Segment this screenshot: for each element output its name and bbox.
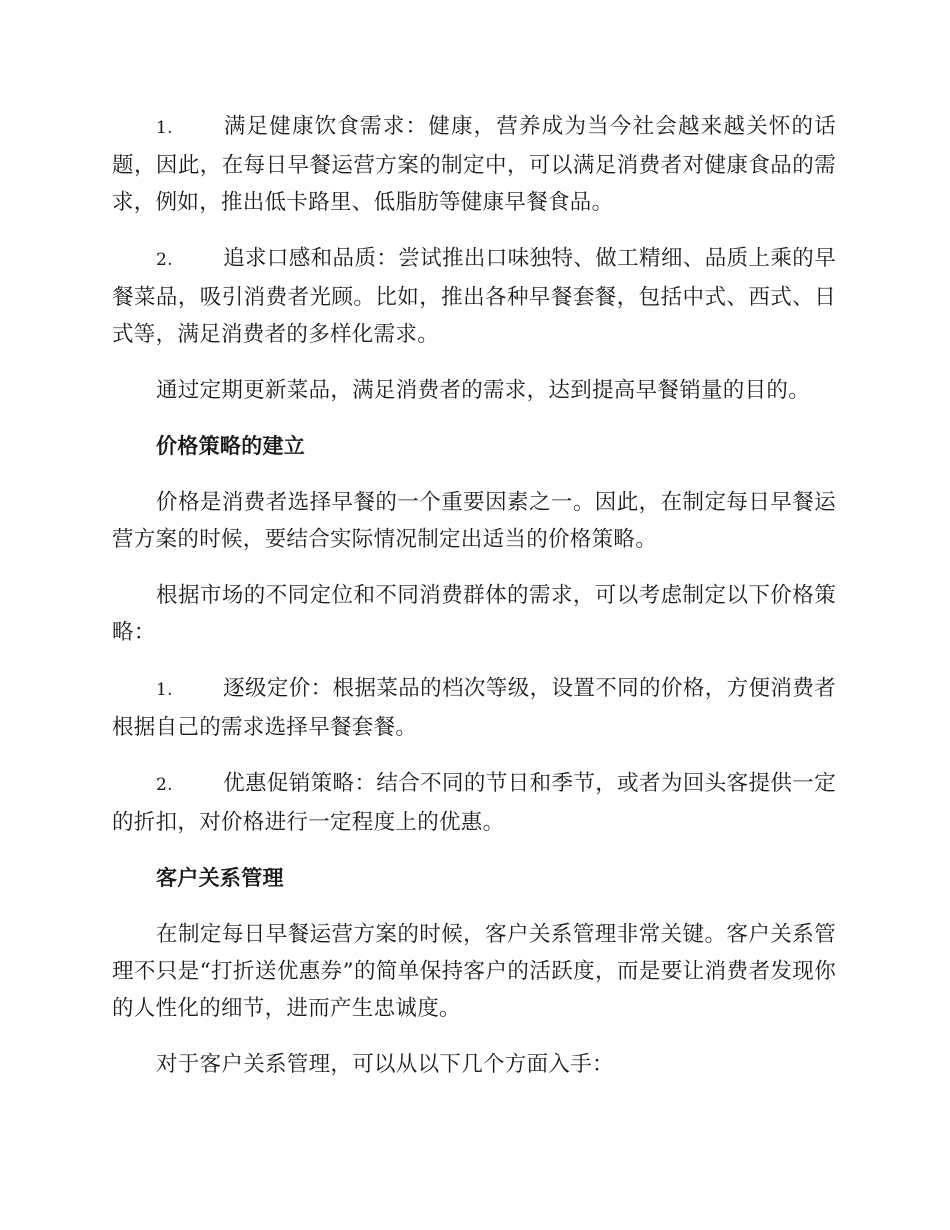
document-body [112,108,836,1102]
list-item [112,108,836,221]
list-item-text: 优惠促销策略：结合不同的节日和季节，或者为回头客提供一定的折扣，对价格进行一定程度上的优惠。 [112,771,836,835]
section-heading: 客户关系管理 [156,866,284,890]
list-number: 1. [156,118,173,138]
paragraph: 价格是消费者选择早餐的一个重要因素之一。因此，在制定每日早餐运营方案的时候，要结合实际情况制定出适当的价格策略。 [112,490,836,552]
section-heading: 价格策略的建立 [156,434,306,458]
list-item [112,240,836,353]
list-number: 2. [156,775,173,795]
paragraph: 在制定每日早餐运营方案的时候，客户关系管理非常关键。客户关系管理不只是“打折送优惠券”的简单保持客户的活跃度，而是要让消费者发现你的人性化的细节，进而产生忠诚度。 [112,922,836,1021]
paragraph: 根据市场的不同定位和不同消费群体的需求，可以考虑制定以下价格策略： [112,583,836,645]
list-item-text: 逐级定价：根据菜品的档次等级，设置不同的价格，方便消费者根据自己的需求选择早餐套餐。 [112,676,836,740]
list-item-text: 满足健康饮食需求：健康，营养成为当今社会越来越关怀的话题，因此，在每日早餐运营方案的制定中，可以满足消费者对健康食品的需求，例如，推出低卡路里、低脂肪等健康早餐食品。 [112,114,836,215]
list-item [112,765,836,841]
list-number: 2. [156,250,173,270]
paragraph: 通过定期更新菜品，满足消费者的需求，达到提高早餐销量的目的。 [156,378,811,403]
list-item-text: 追求口感和品质：尝试推出口味独特、做工精细、品质上乘的早餐菜品，吸引消费者光顾。比如，推出各种早餐套餐，包括中式、西式、日式等，满足消费者的多样化需求。 [112,246,836,347]
list-item [112,670,836,746]
list-number: 1. [156,680,173,700]
paragraph: 对于客户关系管理，可以从以下几个方面入手： [156,1052,614,1077]
